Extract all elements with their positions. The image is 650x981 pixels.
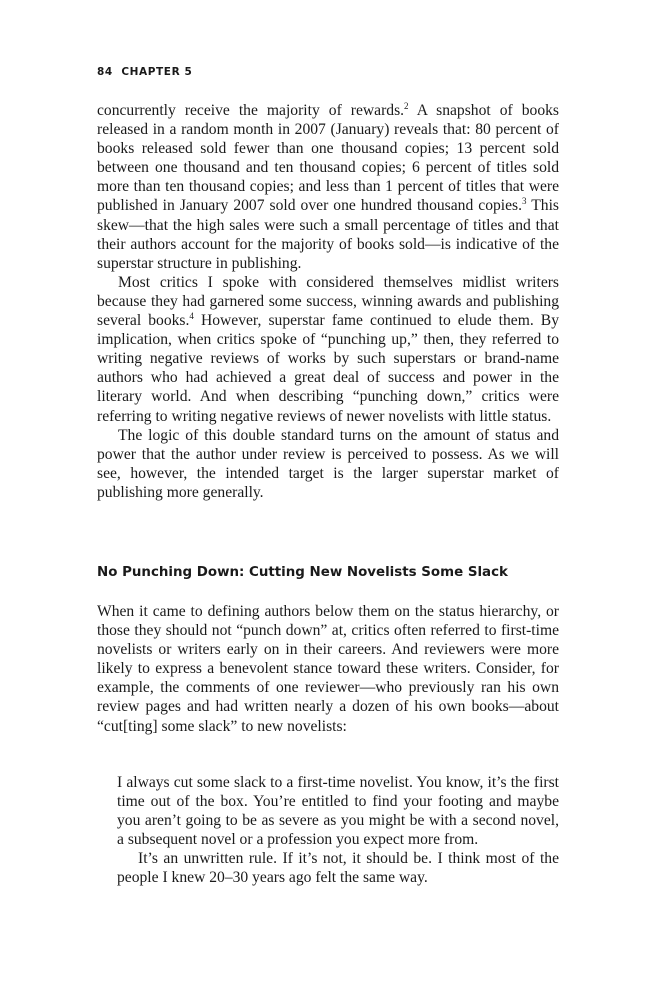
quote-paragraph-2: It’s an unwritten rule. If it’s not, it should be. I think most of the people I knew 20–30 years ago felt the same way. bbox=[117, 850, 559, 887]
paragraph-1-text-a: concurrently receive the majority of rewards. bbox=[97, 102, 405, 119]
footnote-ref-4: 4 bbox=[189, 311, 194, 322]
section-paragraph-1: When it came to defining authors below them on the status hierarchy, or those they should not “punch down” at, critics often referred to first-time novelists or writers early on in their careers. And reviewers were more likely to express a benevolent stance toward these writers. Consider, for example, the comments of one reviewer—who previously ran his own review pages and had written nearly a dozen of his own books—about “cut[ting] some slack” to new novelists: bbox=[97, 603, 559, 735]
running-head bbox=[97, 66, 192, 78]
paragraph-1-text-b: A snapshot of books released in a random month in 2007 (January) reveals that: 80 percent of books released sold fewer than one thousand copies; 13 percent sold between one thousand and ten thousand copies; 6 percent of titles sold more than ten thousand copies; and less than 1 percent of titles that were published in January 2007 sold over one hundred thousand copies. bbox=[97, 102, 559, 215]
section-heading: No Punching Down: Cutting New Novelists Some Slack bbox=[97, 565, 508, 580]
block-quote bbox=[117, 773, 559, 888]
paragraph-1 bbox=[97, 101, 559, 273]
footnote-ref-3: 3 bbox=[522, 196, 527, 207]
quote-paragraph-1: I always cut some slack to a first-time novelist. You know, it’s the first time out of the box. You’re entitled to find your footing and maybe you aren’t going to be as severe as you might be with a second novel, a subsequent novel or a profession you expect more from. bbox=[117, 774, 559, 849]
paragraph-1-text-c: This skew—that the high sales were such a small percentage of titles and that their authors account for the majority of books sold—is indicative of the superstar structure in publishing. bbox=[97, 197, 559, 272]
paragraph-3: The logic of this double standard turns on the amount of status and power that the author under review is perceived to possess. As we will see, however, the intended target is the larger superstar market of publishing more generally. bbox=[97, 426, 559, 501]
page-number: 84 bbox=[97, 66, 113, 78]
body-text bbox=[97, 101, 559, 502]
paragraph-2 bbox=[97, 273, 559, 426]
paragraph-2-text-b: However, superstar fame continued to elude them. By implication, when critics spoke of “punching up,” then, they referred to writing negative reviews of works by such superstars or brand-name authors who had achieved a great deal of success and power in the literary world. And when describing “punching down,” critics were referring to writing negative reviews of newer novelists with little status. bbox=[97, 312, 559, 425]
chapter-label: CHAPTER 5 bbox=[121, 66, 193, 78]
footnote-ref-2: 2 bbox=[404, 101, 409, 111]
paragraph-2-text-a: Most critics I spoke with considered themselves midlist writers because they had garnered some success, winning awards and publishing several books. bbox=[97, 273, 559, 330]
section-text bbox=[97, 602, 559, 736]
